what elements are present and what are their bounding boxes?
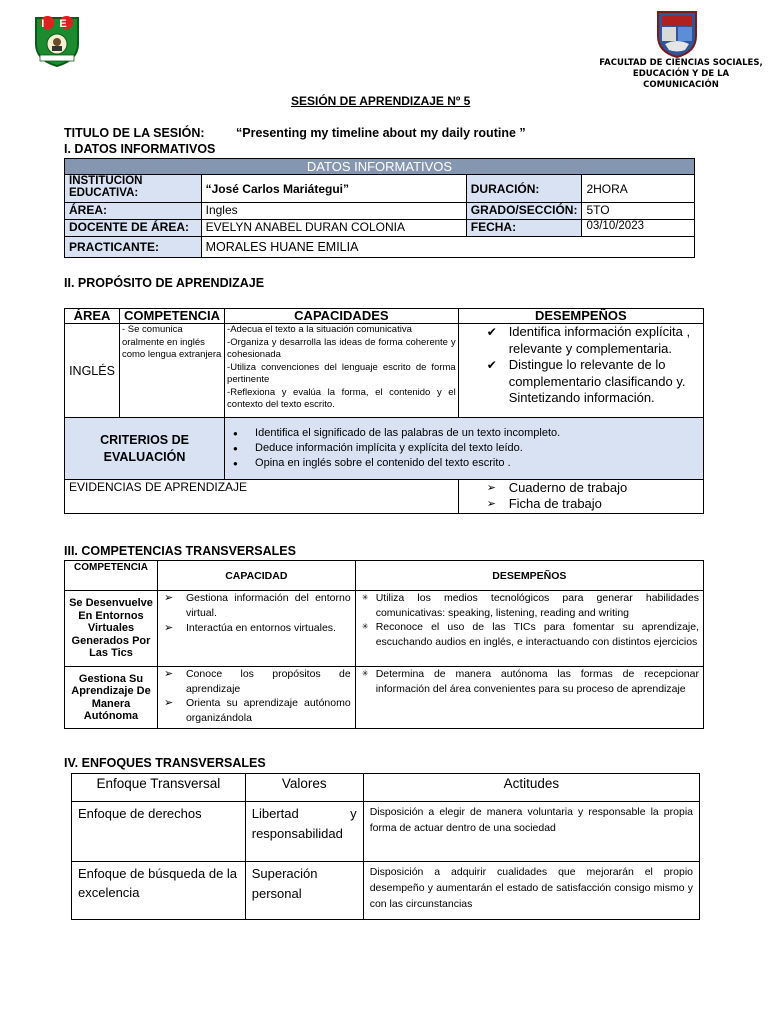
criterios-label: CRITERIOS DE EVALUACIÓN bbox=[65, 418, 225, 480]
datos-banner: DATOS INFORMATIVOS bbox=[65, 159, 695, 175]
capacidad-item: -Utiliza convenciones del lenguaje escrito de forma pertinente bbox=[227, 361, 456, 385]
criterio-item: ● Deduce información implícita y explícita del texto leído. bbox=[229, 441, 699, 456]
capacidad-item: -Adecua el texto a la situación comunicativa bbox=[227, 324, 412, 335]
teacher-value: EVELYN ANABEL DURAN COLONIA bbox=[201, 220, 466, 237]
desempeno-item: ✳ Reconoce el uso de las TICs para fomentar su aprendizaje, escuchando audios en inglés, e interactuando con distintos ejercicios bbox=[362, 620, 699, 649]
university-shield bbox=[655, 10, 699, 58]
desempeno-item: ✔ Identifica información explícita , relevante y complementaria. bbox=[487, 324, 699, 357]
actitudes-cell: Disposición a elegir de manera voluntaria y responsable la propia forma de actuar dentro de una sociedad bbox=[363, 802, 699, 862]
desempenos-cell bbox=[458, 324, 703, 418]
transversal-desempenos bbox=[355, 667, 703, 729]
transversal-competencia: Gestiona Su Aprendizaje De Manera Autónoma bbox=[65, 667, 158, 729]
col-desempenos: DESEMPEÑOS bbox=[355, 561, 703, 591]
session-title-label: TITULO DE LA SESIÓN: bbox=[64, 126, 205, 140]
duration-label: DURACIÓN: bbox=[466, 175, 582, 203]
evidencia-item: ➢ Ficha de trabajo bbox=[487, 496, 699, 512]
teacher-label: DOCENTE DE ÁREA: bbox=[65, 220, 202, 237]
col-actitudes: Actitudes bbox=[363, 774, 699, 802]
evidencia-item: ➢ Cuaderno de trabajo bbox=[487, 480, 699, 496]
grade-label: GRADO/SECCIÓN: bbox=[466, 203, 582, 220]
grade-value: 5TO bbox=[582, 203, 695, 220]
desempeno-item: ✳ Determina de manera autónoma las formas de recepcionar información del área convenientes para su proceso de aprendizaje bbox=[362, 667, 699, 696]
transversal-capacidad bbox=[157, 667, 355, 729]
capacidad-item: ➢ Gestiona información del entorno virtual. bbox=[164, 591, 351, 621]
transversal-desempenos bbox=[355, 591, 703, 667]
capacidad-item: -Reflexiona y evalúa la forma, el contenido y el contexto del texto escrito. bbox=[227, 386, 456, 410]
inst-label: INSTITUCION EDUCATIVA: bbox=[65, 175, 202, 203]
transversal-competencia: Se Desenvuelve En Entornos Virtuales Generados Por Las Tics bbox=[65, 591, 158, 667]
criterios-cell bbox=[225, 418, 704, 480]
date-label: FECHA: bbox=[466, 220, 582, 237]
date-value: 03/10/2023 bbox=[582, 220, 695, 237]
col-competencia: COMPETENCIA bbox=[65, 561, 158, 591]
section-heading-enfoques: IV. ENFOQUES TRANSVERSALES bbox=[64, 756, 266, 770]
duration-value: 2HORA bbox=[582, 175, 695, 203]
evidencias-cell bbox=[458, 480, 703, 514]
session-title-value: “Presenting my timeline about my daily routine ” bbox=[236, 126, 526, 140]
desempeno-item: ✳ Utiliza los medios tecnológicos para generar habilidades comunicativas: speaking, listening, reading and writing bbox=[362, 591, 699, 620]
enfoque-cell: Enfoque de búsqueda de la excelencia bbox=[72, 862, 246, 920]
desempeno-item: ✔ Distingue lo relevante de lo complementario clasificando y. Sintetizando información. bbox=[487, 357, 699, 407]
col-valores: Valores bbox=[245, 774, 363, 802]
enfoques-table bbox=[71, 773, 700, 920]
area-value: Ingles bbox=[201, 203, 466, 220]
capacidad-item: -Organiza y desarrolla las ideas de forma coherente y cohesionada bbox=[227, 336, 456, 360]
proposito-table bbox=[64, 308, 704, 514]
document-title: SESIÓN DE APRENDIZAJE Nº 5 bbox=[291, 94, 471, 108]
valores-cell: Superación personal bbox=[245, 862, 363, 920]
valores-cell: Libertad y responsabilidad bbox=[245, 802, 363, 862]
criterio-item: ● Identifica el significado de las palabras de un texto incompleto. bbox=[229, 426, 699, 441]
practitioner-value: MORALES HUANE EMILIA bbox=[201, 237, 694, 258]
enfoque-cell: Enfoque de derechos bbox=[72, 802, 246, 862]
transversal-capacidad bbox=[157, 591, 355, 667]
transversales-table bbox=[64, 560, 704, 729]
capacidad-item: ➢ Conoce los propósitos de aprendizaje bbox=[164, 667, 351, 696]
section-heading-proposito: II. PROPÓSITO DE APRENDIZAJE bbox=[64, 276, 265, 290]
section-heading-transversales: III. COMPETENCIAS TRANSVERSALES bbox=[64, 544, 296, 558]
datos-table bbox=[64, 158, 695, 258]
practitioner-label: PRACTICANTE: bbox=[65, 237, 202, 258]
col-area: ÁREA bbox=[65, 309, 120, 324]
section-heading-datos: I. DATOS INFORMATIVOS bbox=[64, 142, 216, 156]
logo-letters: I E bbox=[41, 18, 73, 30]
col-competencia: COMPETENCIA bbox=[119, 309, 224, 324]
col-capacidad: CAPACIDAD bbox=[157, 561, 355, 591]
col-enfoque: Enfoque Transversal bbox=[72, 774, 246, 802]
school-logo bbox=[28, 14, 86, 68]
capacidad-item: ➢ Orienta su aprendizaje autónomo organizándola bbox=[164, 696, 351, 725]
capacidad-item: ➢ Interactúa en entornos virtuales. bbox=[164, 621, 351, 636]
col-desempenos: DESEMPEÑOS bbox=[458, 309, 703, 324]
evidencias-label: EVIDENCIAS DE APRENDIZAJE bbox=[65, 480, 459, 514]
competencia-cell: - Se comunica oralmente en inglés como lengua extranjera bbox=[119, 324, 224, 418]
capacidades-cell bbox=[225, 324, 459, 418]
col-capacidades: CAPACIDADES bbox=[225, 309, 459, 324]
area-label: ÁREA: bbox=[65, 203, 202, 220]
area-cell: INGLÉS bbox=[65, 324, 120, 418]
criterio-item: ● Opina en inglés sobre el contenido del texto escrito . bbox=[229, 456, 699, 471]
actitudes-cell: Disposición a adquirir cualidades que mejorarán el propio desempeño y aumentarán el estado de satisfacción consigo mismo y con las circunstancias bbox=[363, 862, 699, 920]
faculty-name: FACULTAD DE CIENCIAS SOCIALES, EDUCACIÓN Y DE LA COMUNICACIÓN bbox=[599, 58, 763, 90]
inst-value: “José Carlos Mariátegui” bbox=[201, 175, 466, 203]
